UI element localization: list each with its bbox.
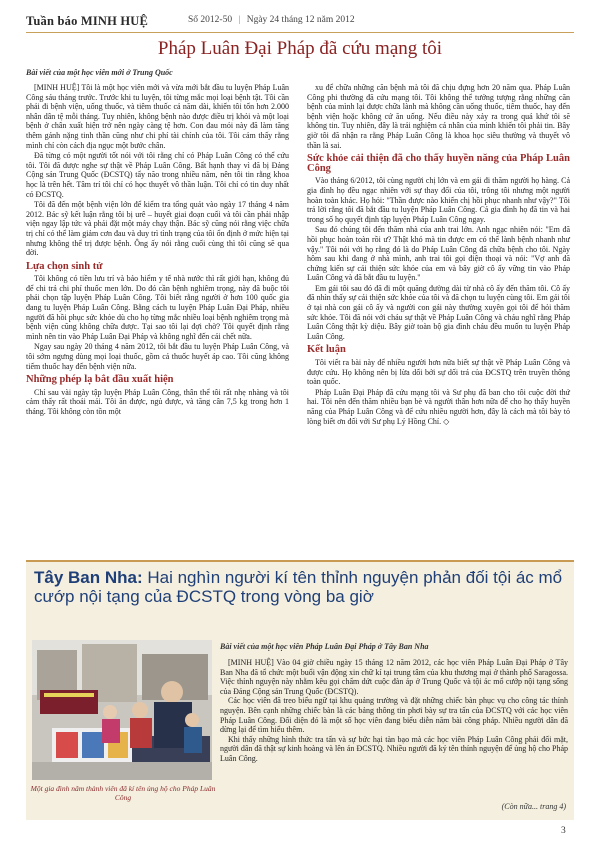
paragraph: Pháp Luân Đại Pháp đã cứu mạng tôi và Sư phụ đã ban cho tôi cuộc đời thứ hai. Tôi nên đến thăm nhiều bạn bè và người thân hơn nữa để cho họ thấy huyền năng của Pháp Luân Công và để cứu nhiều người hơn, đây là cách mà tôi bày tỏ lòng biết ơn đối với Sư phụ Lý Hồng Chí. ◇	[307, 387, 570, 426]
article-title: Pháp Luân Đại Pháp đã cứu mạng tôi	[157, 38, 443, 59]
continued-link[interactable]: (Còn nữa... trang 4)	[501, 802, 566, 811]
paragraph: Tôi viết ra bài này để nhiều người hơn nữa biết sự thật về Pháp Luân Công và được cứu. Họ không nên bị lừa dối bởi sự dối trá của ĐCSTQ trên truyền thông toàn quốc.	[307, 358, 570, 387]
paragraph: Sau đó chúng tôi đến thăm nhà của anh trai lớn. Anh ngạc nhiên nói: "Em đã hồi phục hoàn toàn rồi ư? Thật khó mà tin được em có thể lành bệnh nhanh như vậy." Tôi nói với họ rằng đó là do Pháp Luân Công đã chữa bệnh cho tôi. Ngày hôm sau khi đang ở nhà mình, anh trai tôi gọi điện thoại và nói: "Vợ anh đã chứng kiến sự cải thiện sức khỏe của em và bây giờ cô ấy vững tin vào Pháp Luân Công và đã bắt đầu tu luyện."	[307, 225, 570, 283]
article-byline: Bài viết của một học viên mới ở Trung Quốc	[26, 68, 173, 77]
photo-illustration	[32, 640, 212, 780]
paragraph: Các học viên đã treo biểu ngữ tại khu quảng trường và đặt những chiếc bàn phục vụ cho công tác thỉnh nguyện. Bên cạnh những chiếc bàn là các bảng thông tin phơi bày sự tra tấn của ĐCSTQ với các học viên Pháp Luân Công. Đối diện đó là một số học viên đang biểu diễn năm bài công pháp. Nhiều người dân đã dừng lại để tìm hiểu thêm.	[220, 696, 568, 735]
feature-title-country: Tây Ban Nha:	[34, 568, 143, 587]
issue-date: Ngày 24 tháng 12 năm 2012	[246, 15, 355, 25]
paragraph: [MINH HUỆ] Tôi là một học viên mới và vừa mới bắt đầu tu luyện Pháp Luân Công sáu tháng trước. Trước khi tu luyện, tôi từng mắc mọi loại bệnh tật. Tôi cần phải đi bệnh viện, uống thuốc, và tiêm thuốc cả năm dài, khiến tôi tốn hơn 2.000 nhân dân tệ mỗi tháng. Tuy nhiên, không bệnh nào được điều trị khỏi và một loại bệnh ở chân xuất hiện trở nên ngày càng tệ hơn. Con đau mỏi này đã làm tăng thêm gánh nặng tinh thần cũng như chi phí tài chính của tôi. Tôi cảm thấy rằng mình chỉ còn cách địa ngục một bước chân.	[26, 83, 289, 150]
paragraph: Khi thấy những hình thức tra tấn và sự bức hại tàn bạo mà các học viên Pháp Luân Công phải đối mặt, người dân đã thật sự kinh hoàng và lên án ĐCSTQ. Nhiều người đã ký tên thỉnh nguyện để ủng hộ cho Pháp Luân Công.	[220, 734, 568, 763]
feature-title-text: Hai nghìn người kí tên thỉnh nguyện phản đối tội ác mổ cướp nội tạng của ĐCSTQ trong vòng ba giờ	[34, 568, 563, 606]
feature-title	[34, 568, 564, 606]
issue-label: Số 2012-50	[188, 15, 233, 25]
paragraph: Vào tháng 6/2012, tôi cùng người chị lớn và em gái đi thăm người họ hàng. Cả gia đình họ đều ngạc nhiên với sự thay đổi của tôi, trông tôi nhưng một người hoàn toàn khác. Họ hỏi: "Thần được nào khiến chị hồi phục nhanh như vậy?" Tôi trả lời rằng tôi đã bắt đầu tu luyện Pháp Luân Công. Cả gia đình họ đã tin và hai trong số họ quyết định tập luyện Pháp Luân Công ngay.	[307, 176, 570, 224]
section-heading: Kết luận	[307, 344, 346, 356]
paragraph: Chỉ sau vài ngày tập luyện Pháp Luân Công, thân thể tôi rất nhẹ nhàng và tôi cảm thấy rất thoải mái. Tôi ăn được, ngủ được, và tăng cân 7,5 kg trong hơn 1 tháng. Tôi không còn tồn một	[26, 387, 289, 416]
photo-caption: Một gia đình nâm thành viên đã kí tên ủng hộ cho Pháp Luân Công	[30, 784, 216, 802]
masthead: Tuần báo MINH HUỆ	[26, 14, 149, 28]
page-header	[26, 10, 574, 33]
paragraph: xu để chữa những căn bệnh mà tôi đã chịu đựng hơn 20 năm qua. Pháp Luân Công phi thường đã cứu mạng tôi. Tôi không thể tưởng tượng rằng những căn bệnh của mình lại được chữa lành mà không cần uống thuốc, tiêm thuốc, hay đến bệnh viện hoặc không cứ ăn uống. Nếu điều này xảy ra trong quá khứ tôi sẽ không tin. Tuy nhiên, đây là trải nghiệm cá nhân của mình khiến tôi phải tin. Bây giờ tôi đã nhận ra rằng Pháp Luân Công là khoa học siêu thường và thuyết vô thần là sai.	[307, 83, 570, 150]
paragraph: [MINH HUỆ] Vào 04 giờ chiều ngày 15 tháng 12 năm 2012, các học viên Pháp Luân Đại Pháp ở Tây Ban Nha đã tổ chức một buổi vận động xin chữ kí tại trung tâm của khu thương mại ở thành phố Saragossa. Việc thỉnh nguyện này nhằm kêu gọi chấm dứt cuộc đàn áp ở Trung Quốc và tội ác mổ cướp nội tạng sống của Đảng Cộng sản Trung Quốc (ĐCSTQ).	[220, 658, 568, 696]
paragraph: Em gái tôi sau đó đã đi một quãng đường dài từ nhà cô ấy đến thăm tôi. Cô ấy đã nhìn thấy sự cải thiện sức khỏe của tôi và đã chọn tu luyện cùng tôi. Em gái tôi ở tại nhà con gái cô ấy và người con gái này thường xuyên gọi tôi để hỏi thăm sức khỏe. Tôi đã nói với cháu sự thật về Pháp Luân Công và cháu nghĩ rằng Pháp Luân Công thật kỳ diệu. Bây giờ toàn bộ gia đình cháu đều muốn tu luyện Pháp Luân Công.	[307, 283, 570, 341]
issue-separator: |	[238, 15, 241, 25]
feature-text	[220, 658, 568, 764]
page-number: 3	[561, 826, 566, 836]
issue-info	[188, 15, 355, 25]
section-heading: Những phép lạ bắt đầu xuất hiện	[26, 374, 174, 386]
section-heading: Lựa chọn sinh tử	[26, 260, 103, 272]
feature-box	[26, 560, 574, 820]
paragraph: Tôi đã đến một bệnh viện lớn để kiểm tra tổng quát vào ngày 17 tháng 4 năm 2012. Bác sỹ kết luận rằng tôi bị urê – huyết giai đoạn cuối và tôi cần phải nhập viện ngay lập tức và phải đặt một máy chạy thận. Bác sỹ cũng nói rằng việc chữa trị chỉ có thể làm giảm cơn đau và duy trì tình trạng của tôi ổn định ở mức hiện tại nhưng không thể trị được bệnh. Ông ấy nói rằng cuối cùng thì tôi cũng sẽ qua đời.	[26, 200, 289, 258]
article-left-column	[26, 83, 289, 559]
section-heading: Sức khỏe cải thiện đã cho thấy huyền năng của Pháp Luân Công	[307, 153, 570, 174]
article-right-column	[307, 83, 570, 559]
feature-byline: Bài viết của một học viên Pháp Luân Đại Pháp ở Tây Ban Nha	[220, 642, 429, 651]
paragraph: Ngay sau ngày 20 tháng 4 năm 2012, tôi bắt đầu tu luyện Pháp Luân Công, và tôi sớm ngưng dùng mọi loại thuốc, gồm cả thuốc huyết áp cao. Tôi cũng không tiếm thuốc hay đến bệnh viện nữa.	[26, 342, 289, 371]
paragraph: Tôi không có tiền lưu trí và bảo hiểm y tế nhà nước thì rất giới hạn, không đủ để chi trả chi phí thuốc men lớn. Do đó cần bệnh nghiêm trọng, này đã buộc tôi phải chọn tập luyện Pháp Luân Công. Tôi biết rằng người ở hơn 100 quốc gia đang tu luyện Pháp Luân Công. Bằng cách tu luyện Pháp Luân Đại Pháp, nhiều người đã hồi phục sức khỏe dù cho họ từng mắc nhiều loại bệnh nghiêm trọng mà bệnh viện cũng không chữa được. Tại sao tôi lại đợi chờ? Tôi quyết định rằng mình nên tin vào Pháp Luân Đại Pháp và không nghĩ đến cái chết nữa.	[26, 274, 289, 341]
paragraph: Đã từng có một người tốt nói với tôi rằng chỉ có Pháp Luân Công có thể cứu tôi. Tôi đã được nghe sự thật về Pháp Luân Công. Bất hạnh thay vì đã bị Đảng Cộng sản Trung Quốc (ĐCSTQ) tẩy não trong nhiều năm, nên tôi tin rằng khoa học là trên hết. Tâm trí tôi chỉ có học thuyết vô thần luận. Tôi chỉ có tin duy nhất có ĐCSTQ.	[26, 151, 289, 199]
feature-photo	[32, 640, 212, 780]
